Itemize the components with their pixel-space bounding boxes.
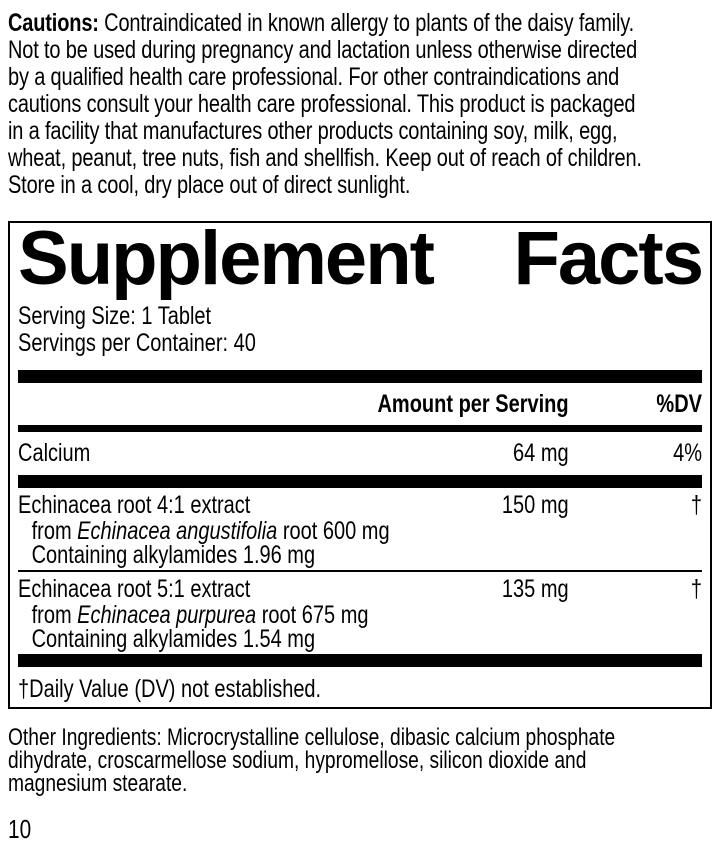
panel-title-word-2: Facts: [513, 221, 702, 301]
cautions-line: by a qualified health care professional. For other contraindications and: [8, 63, 620, 91]
page-number: 10: [8, 814, 32, 844]
nutrient-amount: 150 mg: [501, 491, 569, 519]
ingredient-source-line: [18, 519, 712, 543]
other-ingredients-line: dihydrate, croscarmellose sodium, hypromellose, silicon dioxide and: [8, 747, 587, 774]
cautions-label: Cautions:: [8, 9, 99, 37]
ingredient-detail-line: Containing alkylamides 1.96 mg: [31, 541, 316, 569]
cautions-line: cautions consult your health care professional. This product is packaged: [8, 90, 636, 118]
amount-per-serving-header: Amount per Serving: [377, 390, 569, 418]
nutrient-amount: 64 mg: [513, 439, 569, 467]
nutrient-dv: †: [690, 575, 702, 603]
facts-header-row: [18, 383, 702, 425]
nutrient-name: Calcium: [18, 439, 91, 467]
source-text: root 600 mg: [277, 517, 390, 545]
serving-size: Serving Size: 1 Tablet: [18, 302, 212, 330]
cautions-text: Contraindicated in known allergy to plants of the daisy family.: [98, 9, 635, 37]
daily-value-footnote: †Daily Value (DV) not established.: [18, 675, 322, 703]
nutrient-amount: 135 mg: [501, 575, 569, 603]
cautions-line: Store in a cool, dry place out of direct sunlight.: [8, 171, 411, 199]
panel-title: [18, 221, 702, 301]
cautions-line: wheat, peanut, tree nuts, fish and shellfish. Keep out of reach of children.: [8, 144, 642, 172]
serving-info: [18, 303, 702, 357]
ingredient-detail-line: Containing alkylamides 1.54 mg: [31, 625, 316, 653]
nutrient-name: Echinacea root 5:1 extract: [18, 575, 251, 603]
thick-divider-bar: [18, 475, 702, 488]
ingredient-source-line: [18, 603, 712, 627]
cautions-line: [8, 10, 712, 37]
ingredient-group-echinacea-51: [18, 572, 702, 654]
nutrient-row-echinacea-41: [18, 492, 702, 519]
cautions-line: Not to be used during pregnancy and lactation unless otherwise directed: [8, 36, 638, 64]
supplement-facts-panel: [8, 221, 712, 709]
source-text: from: [31, 517, 78, 545]
other-ingredients-line: magnesium stearate.: [8, 770, 188, 797]
thick-divider-bar: [18, 654, 702, 667]
servings-per-container: Servings per Container: 40: [18, 329, 256, 357]
source-text: root 675 mg: [256, 601, 369, 629]
source-text: from: [31, 601, 78, 629]
nutrient-row-echinacea-51: [18, 576, 702, 603]
dv-header: %DV: [656, 390, 702, 418]
species-name: Echinacea angustifolia: [77, 517, 278, 545]
other-ingredients-line: Other Ingredients: Microcrystalline cellulose, dibasic calcium phosphate: [8, 724, 616, 751]
cautions-paragraph: [8, 10, 712, 199]
species-name: Echinacea purpurea: [77, 601, 257, 629]
medium-divider-bar: [18, 425, 702, 432]
panel-title-word-1: Supplement: [18, 221, 433, 301]
ingredient-group-echinacea-41: [18, 488, 702, 570]
nutrient-dv: 4%: [673, 439, 702, 467]
nutrient-row-calcium: [18, 432, 702, 475]
nutrient-dv: †: [690, 491, 702, 519]
other-ingredients-paragraph: [8, 726, 712, 795]
nutrient-name: Echinacea root 4:1 extract: [18, 491, 251, 519]
thick-divider-bar: [18, 370, 702, 383]
cautions-line: in a facility that manufactures other products containing soy, milk, egg,: [8, 117, 618, 145]
